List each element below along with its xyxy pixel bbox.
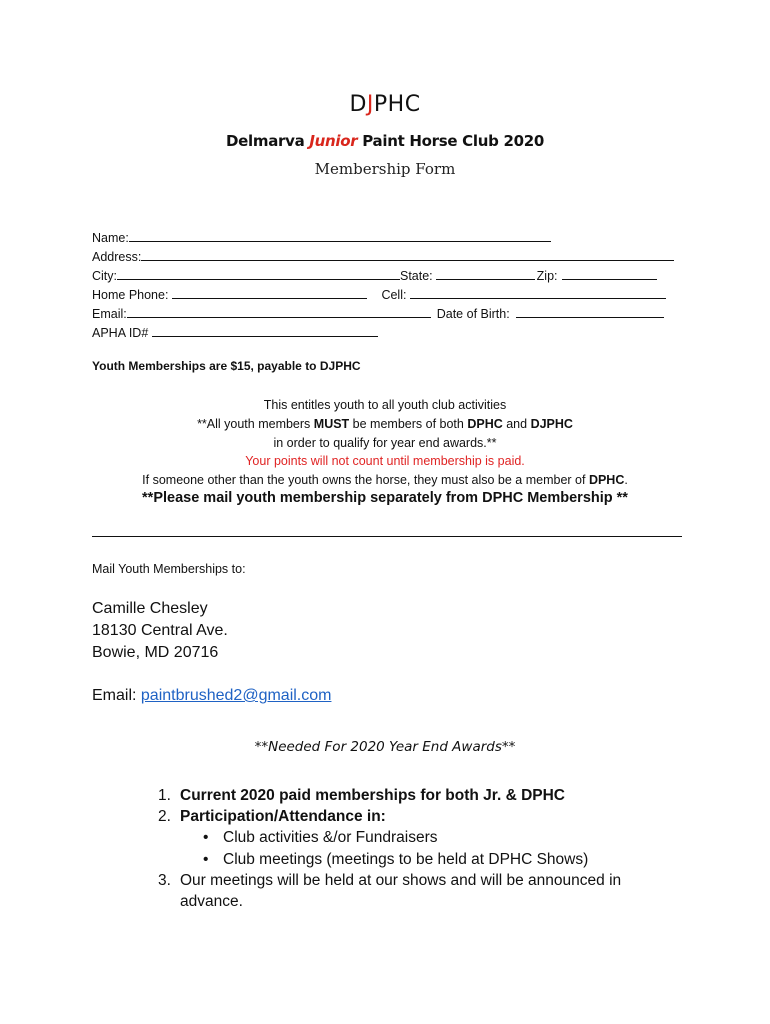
city-label: City: xyxy=(92,269,117,283)
section-divider xyxy=(92,536,682,537)
apha-row xyxy=(92,323,378,341)
list-number: 2. xyxy=(158,808,171,825)
djphc-word: DJPHC xyxy=(530,417,573,431)
name-field[interactable] xyxy=(129,228,551,242)
email-field[interactable] xyxy=(127,304,431,318)
list-item xyxy=(158,806,386,827)
name-label: Name: xyxy=(92,231,129,245)
zip-field[interactable] xyxy=(562,266,657,280)
state-field[interactable] xyxy=(436,266,535,280)
club-name xyxy=(0,132,770,150)
owner-note-part: If someone other than the youth owns the horse, they must also be a member of xyxy=(142,473,589,487)
list-text: Our meetings will be held at our shows and will be announced in xyxy=(180,872,622,889)
list-subitem xyxy=(203,849,588,870)
title-part: PHC xyxy=(373,92,421,117)
address-field[interactable] xyxy=(141,247,674,261)
club-name-part: Paint Horse Club 2020 xyxy=(357,132,544,150)
form-name: Membership Form xyxy=(314,160,456,178)
city-row xyxy=(92,266,657,284)
mail-label: Mail Youth Memberships to: xyxy=(92,562,246,576)
mail-email-label: Email: xyxy=(92,687,141,704)
title-accent: J xyxy=(366,92,374,117)
mail-street: 18130 Central Ave. xyxy=(92,622,228,639)
email-label: Email: xyxy=(92,307,127,321)
apha-label: APHA ID# xyxy=(92,326,149,340)
phone-row xyxy=(92,285,666,303)
page-title xyxy=(0,92,770,117)
home-phone-label: Home Phone: xyxy=(92,288,169,302)
state-label: State: xyxy=(400,269,433,283)
email-row xyxy=(92,304,664,322)
apha-field[interactable] xyxy=(152,323,378,337)
owner-dphc-word: DPHC xyxy=(588,473,625,487)
title-part: D xyxy=(349,92,367,117)
must-text-part: be members of both xyxy=(349,417,468,431)
entitles-text: This entitles youth to all youth club activities xyxy=(263,398,507,412)
zip-label: Zip: xyxy=(536,269,558,283)
address-row xyxy=(92,247,674,265)
cell-field[interactable] xyxy=(410,285,666,299)
must-text-part: **All youth members xyxy=(197,417,314,431)
awards-heading: **Needed For 2020 Year End Awards** xyxy=(254,739,516,755)
dphc-word: DPHC xyxy=(467,417,503,431)
points-warning: Your points will not count until membership is paid. xyxy=(245,454,525,468)
bullet-icon: • xyxy=(203,851,209,868)
mail-email-row xyxy=(92,685,331,707)
club-name-part: Delmarva xyxy=(226,132,310,150)
list-item xyxy=(158,870,621,891)
dob-label: Date of Birth: xyxy=(436,307,510,321)
owner-note-part: . xyxy=(624,473,628,487)
city-field[interactable] xyxy=(117,266,400,280)
bullet-icon: • xyxy=(203,829,209,846)
dob-field[interactable] xyxy=(516,304,664,318)
list-text: Current 2020 paid memberships for both Jr. & DPHC xyxy=(180,787,566,804)
list-number: 3. xyxy=(158,872,171,889)
must-word: MUST xyxy=(313,417,350,431)
list-subitem xyxy=(203,827,438,848)
owner-note xyxy=(0,473,770,487)
list-text: Club activities &/or Fundraisers xyxy=(223,829,438,846)
must-text-part: and xyxy=(502,417,531,431)
youth-fee-note: Youth Memberships are $15, payable to DJPHC xyxy=(92,359,361,373)
mail-city: Bowie, MD 20716 xyxy=(92,644,219,661)
list-text: Participation/Attendance in: xyxy=(180,808,386,825)
list-text: Club meetings (meetings to be held at DPHC Shows) xyxy=(223,851,589,868)
mail-separately-note: **Please mail youth membership separately from DPHC Membership ** xyxy=(142,490,628,506)
address-label: Address: xyxy=(92,250,142,264)
email-link[interactable]: paintbrushed2@gmail.com xyxy=(140,687,332,704)
list-item xyxy=(158,785,565,806)
home-phone-field[interactable] xyxy=(172,285,367,299)
club-name-accent: Junior xyxy=(309,132,358,150)
list-number: 1. xyxy=(158,787,171,804)
must-text xyxy=(0,417,770,431)
qualify-text: in order to qualify for year end awards.** xyxy=(273,436,497,450)
mail-name: Camille Chesley xyxy=(92,600,208,617)
cell-label: Cell: xyxy=(381,288,407,302)
name-row xyxy=(92,228,551,246)
list-item-continuation: advance. xyxy=(180,893,243,910)
